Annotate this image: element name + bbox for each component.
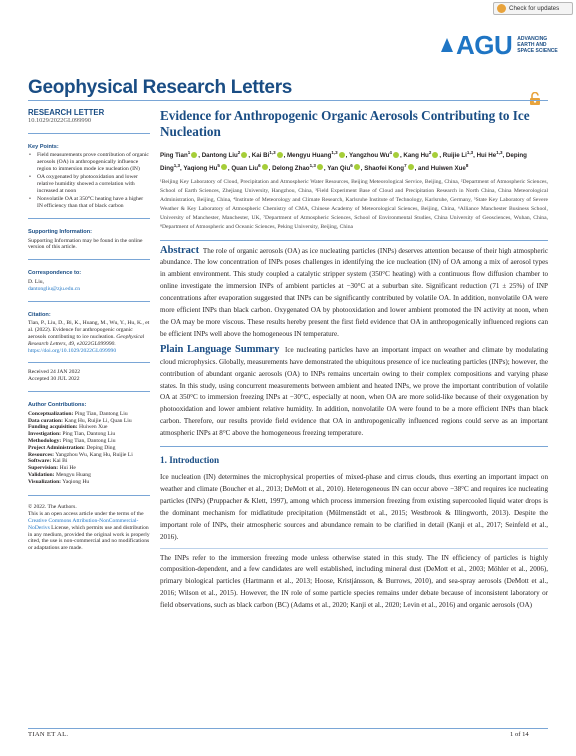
agu-globe-icon: [440, 37, 454, 53]
author-name[interactable]: Kai Bi: [251, 152, 270, 160]
article-main: [160, 108, 548, 612]
contribution-value: Mengyu Huang: [55, 471, 91, 478]
author-affiliation-marker: 4: [389, 150, 392, 155]
header-rule: [28, 100, 548, 101]
sidebar-rule: [28, 301, 150, 302]
author-name[interactable]: Shaofei Kong: [364, 164, 405, 172]
abstract-section: [160, 240, 548, 441]
author-affiliation-marker: 8: [465, 162, 469, 168]
sidebar-rule: [28, 391, 150, 392]
introduction-paragraph: Ice nucleation (IN) determines the microphysical properties of mixed-phase and cirrus clouds, thus exerting an important impact on weather and climate (Boucher et al., 2013; DeMott et al., 2010). Heterogeneous IN can occur above −38°C and requires ice nucleating particles (INPs) (Pruppacher & Klett, 1997), among which process immersion freezing from existing supercooled liquid water drops is the dominant mechanism for midlatitude precipitation (Mülmenstädt et al., 2015; Westbrook & Illingworth, 2013). Despite the important role of INPs, their atmospheric sources and abundance remain to be clarified in detail (Kanji et al., 2017; Seinfeld et al., 2016).: [160, 473, 548, 541]
introduction-section: [160, 446, 548, 612]
abstract-text: The role of organic aerosols (OA) as ice nucleating particles (INPs) deserves attention because of their high atmospheric abundance. The low concentration of INPs poses challenges in identifying the ice nucleation (IN) of OA among a mix of aerosol types in ambient environment. This study coupled a catalytic stripper system (350°C heating) with a continuous flow diffusion chamber to online investigate the immersion INPs of ambient particles at −30°C at a suburban site. Significant reduction (71 ± 25%) of INP concentrations after evaporation suggested that INPs can be significantly contributed by volatile OA. In addition, nonvolatile OA were more efficient INPs than black carbon. Oxygenated OA by photooxidation and lower ambient promoted the IN activity at noon, when the OA may be more viscous. These results hereby present the first field evidence that OA in anthropogenically influenced regions can be efficient INPs well above the homogeneous IN temperature.: [160, 246, 548, 338]
open-access-lock-icon: [528, 92, 544, 106]
contribution-value: Hui He: [59, 465, 76, 472]
agu-tagline: ADVANCING EARTH AND SPACE SCIENCE: [517, 36, 558, 54]
author-affiliation-marker: 1,3: [173, 162, 181, 168]
citation-heading: Citation:: [28, 311, 51, 318]
license-link[interactable]: Creative Commons Attribution-NonCommercial-NoDerivs: [28, 518, 139, 531]
contribution-label: Conceptualization:: [28, 410, 74, 417]
copyright-line: © 2022. The Authors.: [28, 504, 77, 511]
author-name[interactable]: Huiwen Xue: [430, 164, 466, 172]
author-affiliation-marker: 5: [217, 162, 220, 168]
abstract-heading: Abstract: [160, 244, 200, 256]
contribution-label: Resources:: [28, 451, 54, 458]
update-badge-icon: [497, 4, 506, 13]
sidebar-rule: [28, 495, 150, 496]
footer-author: TIAN ET AL.: [28, 731, 69, 738]
author-name[interactable]: Yangzhou Wu: [348, 152, 390, 160]
pls-text: Ice nucleating particles have an important impact on weather and climate by modulating cloud microphysics. Globally, measurements have demonstrated the ubiquitous presence of ice nucleating particles (INPs); however, the contribution of abundant organic aerosols (OA) to INPs remains uncertain owing to their complex compositions and varying phase states. In this study, using concurrent measurements between ambient and heated INPs, we prove the important contribution of volatile OA at 350°C to immersion freezing INPs at −30°C, especially at noon, when OA are more solid-like because of their oxygenation by photooxidation and lower ambient relative humidity. In addition, nonvolatile OA were found to be a more efficient INPs than black carbon. Therefore, our results provide field evidence that OA in anthropogenically influenced regions could serve as an important atmospheric INPs at 8°C above the homogeneous freezing temperature.: [160, 345, 548, 438]
sidebar-rule: [28, 362, 150, 363]
orcid-icon[interactable]: [354, 164, 360, 170]
author-name[interactable]: Deping Ding: [160, 152, 527, 172]
author-affiliation-marker: 2: [428, 150, 432, 155]
contribution-label: Visualization:: [28, 478, 62, 485]
key-points-heading: Key Points:: [28, 143, 59, 150]
contribution-value: Ping Tian, Dantong Liu: [62, 431, 116, 438]
contribution-row: [28, 458, 150, 465]
article-doi: 10.1029/2022GL099990: [28, 116, 92, 124]
citation-journal-ref: Geophysical Research Letters, 49, e2022GL099990.: [28, 333, 145, 347]
contribution-value: Deping Ding: [86, 444, 116, 451]
contribution-row: [28, 431, 150, 438]
key-point-item: • Nonvolatile OA at 350°C heating have a higher IN efficiency than that of black carbon: [28, 196, 150, 210]
author-name[interactable]: Kang Hu: [403, 152, 429, 160]
author-affiliation-marker: 1,3: [309, 162, 316, 168]
supporting-info-heading: Supporting Information:: [28, 228, 93, 235]
contribution-value: Yangzhou Wu, Kang Hu, Ruijie Li: [55, 451, 133, 458]
contribution-row: [28, 418, 150, 425]
contribution-row: [28, 445, 150, 452]
footer-rule: [28, 728, 548, 729]
left-sidebar: [28, 110, 150, 552]
plain-language-summary: [160, 344, 548, 440]
orcid-icon[interactable]: [241, 152, 247, 158]
license-text: This is an open access article under the terms of the Creative Commons Attribution-NonCommercial-NoDerivs License, which permits use and distribution in any medium, provided the original work is properly cited, the use is non-commercial and no modifications or adaptations are made.: [28, 511, 150, 552]
introduction-paragraph: The INPs refer to the immersion freezing mode unless otherwise stated in this study. The IN efficiency of particles is highly composition-dependent, and a few candidates are well established, including mineral dust (DeMott et al., 2003; Möhler et al., 2006), primary biological particles (Hartmann et al., 2013; Hoose, Kristjánsson, & Burrows, 2010), and sea-spray aerosols (DeMott et al., 2016; Wilson et al., 2015). However, the IN role of some particle species remains under debate because of inconsistent laboratory or field observations, such as black carbon (BC) (Adams et al., 2020; Kanji et al., 2020; Levin et al., 2016) and organic aerosols (OA): [160, 548, 548, 613]
contribution-row: [28, 479, 150, 486]
contribution-label: Software:: [28, 458, 52, 465]
sidebar-rule: [28, 133, 150, 134]
author-list: Ping Tian$^1$ , Dantong Liu$^2$ , Kai Bi$^{1,3}$ , Mengyu Huang$^{1,3}$ , Yangzhou Wu$^4$ , Kang Hu$^2$ , Ruijie Li$^{1,3}$, Hui He$^{1,3}$, Deping Ding$^{1,3}$, Yaqiong Hu$^5$ , Quan Liu$^6$ , Delong Zhao$^{1,3}$ , Yan Qiu$^6$ , Shaofei Kong$^7$ , and Huiwen Xue$^8$: [160, 150, 527, 172]
contribution-row: [28, 411, 150, 418]
author-affiliation-marker: 2: [237, 150, 241, 155]
orcid-icon[interactable]: [339, 152, 345, 158]
contribution-value: Ping Tian, Dantong Liu: [74, 410, 128, 417]
citation-doi-link[interactable]: https://doi.org/10.1029/2022GL099990: [28, 347, 117, 354]
author-name[interactable]: Delong Zhao: [272, 164, 310, 172]
correspondence-name: D. Liu,: [28, 278, 45, 285]
abstract-paragraph: [160, 245, 548, 341]
contribution-row: [28, 438, 150, 445]
received-date: Received 24 JAN 2022: [28, 369, 81, 376]
contribution-row: [28, 465, 150, 472]
contribution-label: Methodology:: [28, 437, 62, 444]
key-point-item: • Field measurements prove contribution of organic aerosols (OA) in anthropogenically influence region to immersion mode ice nucleation (IN): [28, 152, 150, 172]
orcid-icon[interactable]: [191, 152, 197, 158]
footer-page-number: 1 of 14: [510, 731, 529, 738]
contribution-row: [28, 472, 150, 479]
contribution-value: Kang Hu, Ruijie Li, Quan Liu: [64, 417, 132, 424]
author-affiliation-marker: 1,3: [269, 150, 276, 155]
contribution-row: [28, 424, 150, 431]
contribution-label: Validation:: [28, 471, 55, 478]
orcid-icon[interactable]: [277, 152, 283, 158]
orcid-icon[interactable]: [221, 164, 227, 170]
author-name[interactable]: Quan Liu: [231, 164, 259, 172]
orcid-icon[interactable]: [393, 152, 399, 158]
agu-logo-mark: AGU: [456, 29, 513, 60]
journal-title: Geophysical Research Letters: [28, 77, 293, 98]
article-type: RESEARCH LETTER: [28, 108, 105, 117]
author-name[interactable]: Mengyu Huang: [287, 152, 332, 160]
author-affiliation-marker: 1: [187, 150, 191, 155]
accepted-date: Accepted 30 JUL 2022: [28, 376, 80, 383]
introduction-heading: 1. Introduction: [160, 455, 220, 466]
agu-logo: [440, 30, 567, 60]
author-affiliation-marker: 6: [258, 162, 261, 168]
author-name[interactable]: Ping Tian: [160, 152, 188, 160]
supporting-info-text: Supporting Information may be found in the online version of this article.: [28, 237, 143, 251]
correspondence-email-link[interactable]: dantongliu@zju.edu.cn: [28, 285, 81, 292]
author-name[interactable]: Hui He: [476, 152, 497, 160]
key-point-item: • OA oxygenated by photooxidation and lower relative humidity showed a correlation with increased at noon: [28, 174, 150, 194]
contribution-label: Investigation:: [28, 431, 61, 438]
sidebar-rule: [28, 259, 150, 260]
contributions-list: [28, 411, 150, 486]
author-name[interactable]: Yan Qiu: [327, 164, 351, 172]
contribution-row: [28, 452, 150, 459]
contribution-value: Huiwen Xue: [79, 424, 108, 431]
contributions-heading: Author Contributions:: [28, 401, 87, 408]
author-affiliation-marker: 1,3: [331, 150, 338, 155]
check-for-updates-button[interactable]: [493, 2, 573, 15]
orcid-icon[interactable]: [408, 164, 414, 170]
contribution-value: Kai Bi: [52, 458, 68, 465]
contribution-value: Ping Tian, Dantong Liu: [62, 437, 116, 444]
author-name[interactable]: Dantong Liu: [201, 152, 238, 160]
author-affiliation-marker: 6: [350, 162, 353, 168]
article-title: Evidence for Anthropogenic Organic Aerosols Contributing to Ice Nucleation: [160, 108, 530, 139]
orcid-icon[interactable]: [262, 164, 268, 170]
pls-heading: Plain Language Summary: [160, 343, 280, 355]
author-affiliation-marker: 1,3: [496, 150, 503, 155]
author-name[interactable]: Ruijie Li: [442, 152, 467, 160]
author-affiliation-marker: 1,3: [466, 150, 474, 155]
key-points: [28, 144, 150, 210]
author-affiliation-marker: 7: [404, 162, 407, 168]
contribution-label: Supervision:: [28, 465, 59, 472]
author-name[interactable]: Yaqiong Hu: [183, 164, 218, 172]
orcid-icon[interactable]: [317, 164, 323, 170]
affiliations: ¹Beijing Key Laboratory of Cloud, Precipitation and Atmospheric Water Resources, Beijing Meteorological Service, Beijing, China, ²Department of Atmospheric Sciences, School of Earth Sciences, Zhejiang University, Hangzhou, China, ³Field Experiment Base of Cloud and Precipitation Research in North China, China Meteorological Administration, Beijing, China, ⁴Institute of Meteorology and Climate Research, Karlsruhe Institute of Technology, Karlsruhe, Germany, ⁵State Key Laboratory of Severe Weather & Key Laboratory of Atmospheric Chemistry of CMA, Chinese Academy of Meteorological Sciences, Beijing, China, ⁶Alliance Manchester Business School, University of Manchester, Manchester, UK, ⁷Department of Atmospheric Sciences, School of Environmental Studies, China University of Geosciences, Wuhan, China, ⁸Department of Atmospheric and Oceanic Sciences, Peking University, Beijing, China: [160, 179, 548, 230]
contribution-label: Funding acquisition:: [28, 424, 78, 431]
orcid-icon[interactable]: [432, 152, 438, 158]
correspondence-heading: Correspondence to:: [28, 270, 82, 277]
contribution-label: Project Administration:: [28, 444, 85, 451]
citation-text: Tian, P., Liu, D., Bi, K., Huang, M., Wu, Y., Hu, K., et al. (2022). Evidence for anthropogenic organic aerosols contributing to ice nucleation. Geophysical Research Letters, 49, e2022GL099990. https://doi.org/10.1029/2022GL099990: [28, 320, 150, 354]
sidebar-rule: [28, 218, 150, 219]
check-for-updates-label: Check for updates: [509, 5, 560, 12]
contribution-value: Yaqiong Hu: [62, 478, 90, 485]
contribution-label: Data curation:: [28, 417, 63, 424]
